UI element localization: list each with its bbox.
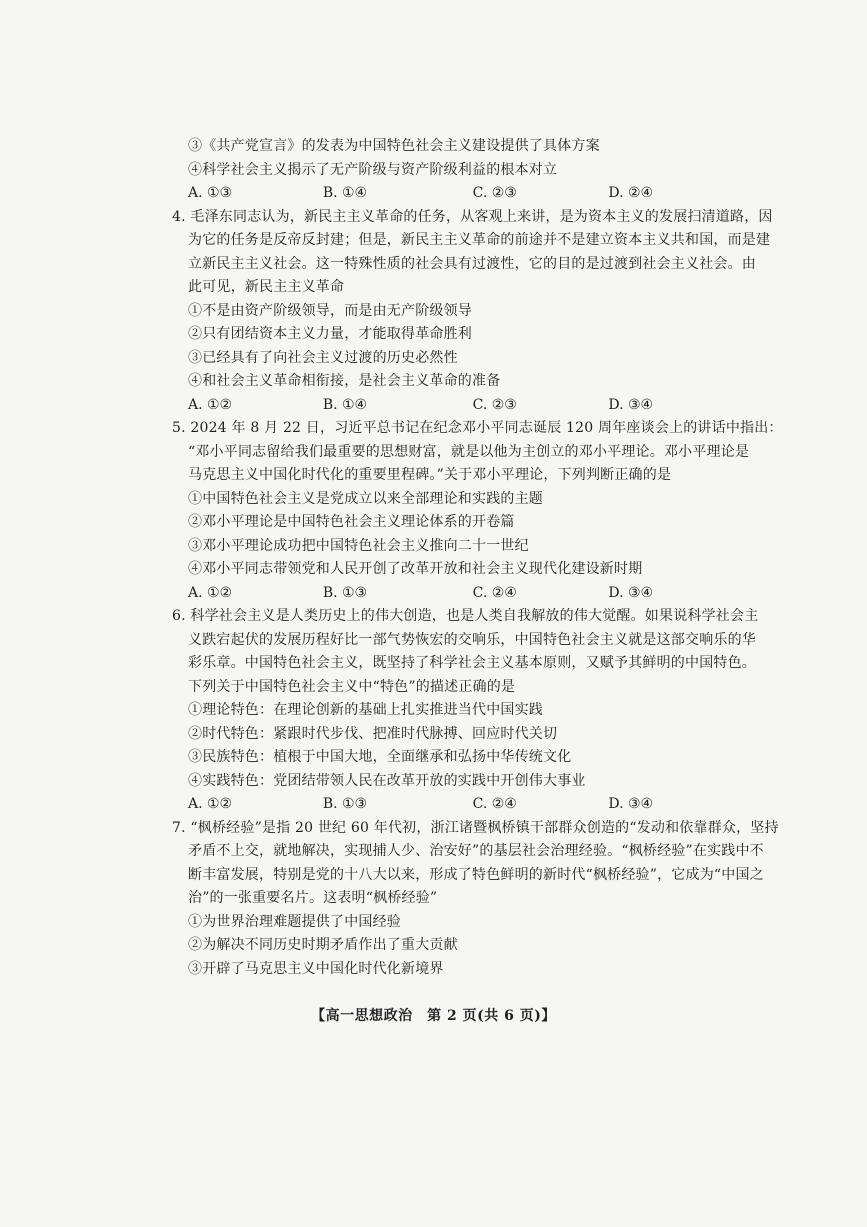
- q7-item-1: ①为世界治理难题提供了中国经验: [188, 913, 401, 930]
- q3-option-b: B. ①④: [322, 185, 368, 201]
- q5-stem-line: “邓小平同志留给我们最重要的思想财富，就是以他为主创立的邓小平理论。邓小平理论是: [188, 443, 750, 460]
- q5-stem-line: 5. 2024 年 8 月 22 日，习近平总书记在纪念邓小平同志诞辰 120 周年座谈会上的讲话中指出：: [172, 420, 783, 436]
- q7-stem-line: 矛盾不上交，就地解决，实现捕人少、治安好”的基层社会治理经验。“枫桥经验”在实践中不: [188, 843, 764, 859]
- q4-item-4: ④和社会主义革命相衔接，是社会主义革命的准备: [188, 373, 501, 389]
- q3-option-d: D. ②④: [608, 185, 654, 201]
- q4-item-3: ③已经具有了向社会主义过渡的历史必然性: [188, 349, 458, 366]
- q5-option-a: A. ①②: [188, 584, 233, 601]
- q5-option-d: D. ③④: [608, 584, 654, 601]
- q6-options: [172, 793, 702, 817]
- q5-option-c: C. ②④: [472, 584, 517, 601]
- q7-stem-line: 断丰富发展，特别是党的十八大以来，形成了特色鲜明的新时代“枫桥经验”，它成为“中国之: [188, 866, 764, 883]
- q4-stem-line: 立新民主主义社会。这一特殊性质的社会具有过渡性，它的目的是过渡到社会主义社会。由: [188, 255, 756, 272]
- q6-option-c: C. ②④: [472, 796, 517, 812]
- q6-option-d: D. ③④: [608, 796, 654, 812]
- q4-option-c: C. ②③: [472, 396, 517, 413]
- q5-item-2: ②邓小平理论是中国特色社会主义理论体系的开卷篇: [188, 514, 515, 530]
- q3-item-3: ③《共产党宣言》的发表为中国特色社会主义建设提供了具体方案: [188, 138, 600, 154]
- q5-item-4: ④邓小平同志带领党和人民开创了改革开放和社会主义现代化建设新时期: [188, 561, 643, 577]
- q7-stem-line: 7. “枫桥经验”是指 20 世纪 60 年代初，浙江诸暨枫桥镇干部群众创造的“发动和依靠群众，坚持: [172, 819, 779, 836]
- q4-options: [172, 394, 702, 418]
- q4-option-d: D. ③④: [608, 396, 654, 413]
- q4-item-1: ①不是由资产阶级领导，而是由无产阶级领导: [188, 302, 472, 319]
- q6-item-4: ④实践特色：党团结带领人民在改革开放的实践中开创伟大事业: [188, 772, 586, 789]
- q5-item-1: ①中国特色社会主义是党成立以来全部理论和实践的主题: [188, 490, 543, 507]
- q6-stem-line: 彩乐章。中国特色社会主义，既坚持了科学社会主义基本原则，又赋予其鲜明的中国特色。: [188, 655, 756, 671]
- q6-item-3: ③民族特色：植根于中国大地，全面继承和弘扬中华传统文化: [188, 749, 572, 765]
- q6-item-1: ①理论特色：在理论创新的基础上扎实推进当代中国实践: [188, 702, 543, 718]
- q5-item-3: ③邓小平理论成功把中国特色社会主义推向二十一世纪: [188, 537, 529, 554]
- q5-options: [172, 582, 702, 606]
- q7-stem-line: 治”的一张重要名片。这表明“枫桥经验”: [188, 890, 438, 906]
- q6-item-2: ②时代特色：紧跟时代步伐、把准时代脉搏、回应时代关切: [188, 725, 558, 742]
- q6-stem-line: 义跌宕起伏的发展历程好比一部气势恢宏的交响乐，中国特色社会主义就是这部交响乐的华: [188, 631, 756, 648]
- page-footer: [0, 1005, 867, 1025]
- q3-option-a: A. ①③: [188, 185, 233, 201]
- q4-stem-line: 为它的任务是反帝反封建；但是，新民主主义革命的前途并不是建立资本主义共和国，而是建: [188, 232, 771, 248]
- q4-option-a: A. ①②: [188, 396, 233, 413]
- q5-option-b: B. ①③: [322, 584, 368, 601]
- q6-stem-line: 6. 科学社会主义是人类历史上的伟大创造，也是人类自我解放的伟大觉醒。如果说科学社会主: [172, 608, 759, 624]
- q3-item-4: ④科学社会主义揭示了无产阶级与资产阶级利益的根本对立: [188, 161, 558, 178]
- q3-option-c: C. ②③: [472, 185, 517, 201]
- q4-option-b: B. ①④: [322, 396, 368, 413]
- footer-text: 【高一思想政治 第 2 页(共 6 页)】: [311, 1008, 556, 1024]
- q7-item-3: ③开辟了马克思主义中国化时代化新境界: [188, 960, 444, 977]
- q6-option-a: A. ①②: [188, 796, 233, 812]
- question-area: [172, 135, 783, 981]
- q4-stem-line: 此可见，新民主主义革命: [188, 279, 345, 295]
- q4-stem-line: 4. 毛泽东同志认为，新民主主义革命的任务，从客观上来讲，是为资本主义的发展扫清道路，因: [172, 208, 773, 225]
- q7-item-2: ②为解决不同历史时期矛盾作出了重大贡献: [188, 937, 458, 953]
- q6-stem-line: 下列关于中国特色社会主义中“特色”的描述正确的是: [188, 678, 516, 695]
- q4-item-2: ②只有团结资本主义力量，才能取得革命胜利: [188, 326, 472, 342]
- q5-stem-line: 马克思主义中国化时代化的重要里程碑。”关于邓小平理论，下列判断正确的是: [188, 467, 672, 483]
- q6-option-b: B. ①③: [322, 796, 368, 812]
- q3-options: [172, 182, 702, 206]
